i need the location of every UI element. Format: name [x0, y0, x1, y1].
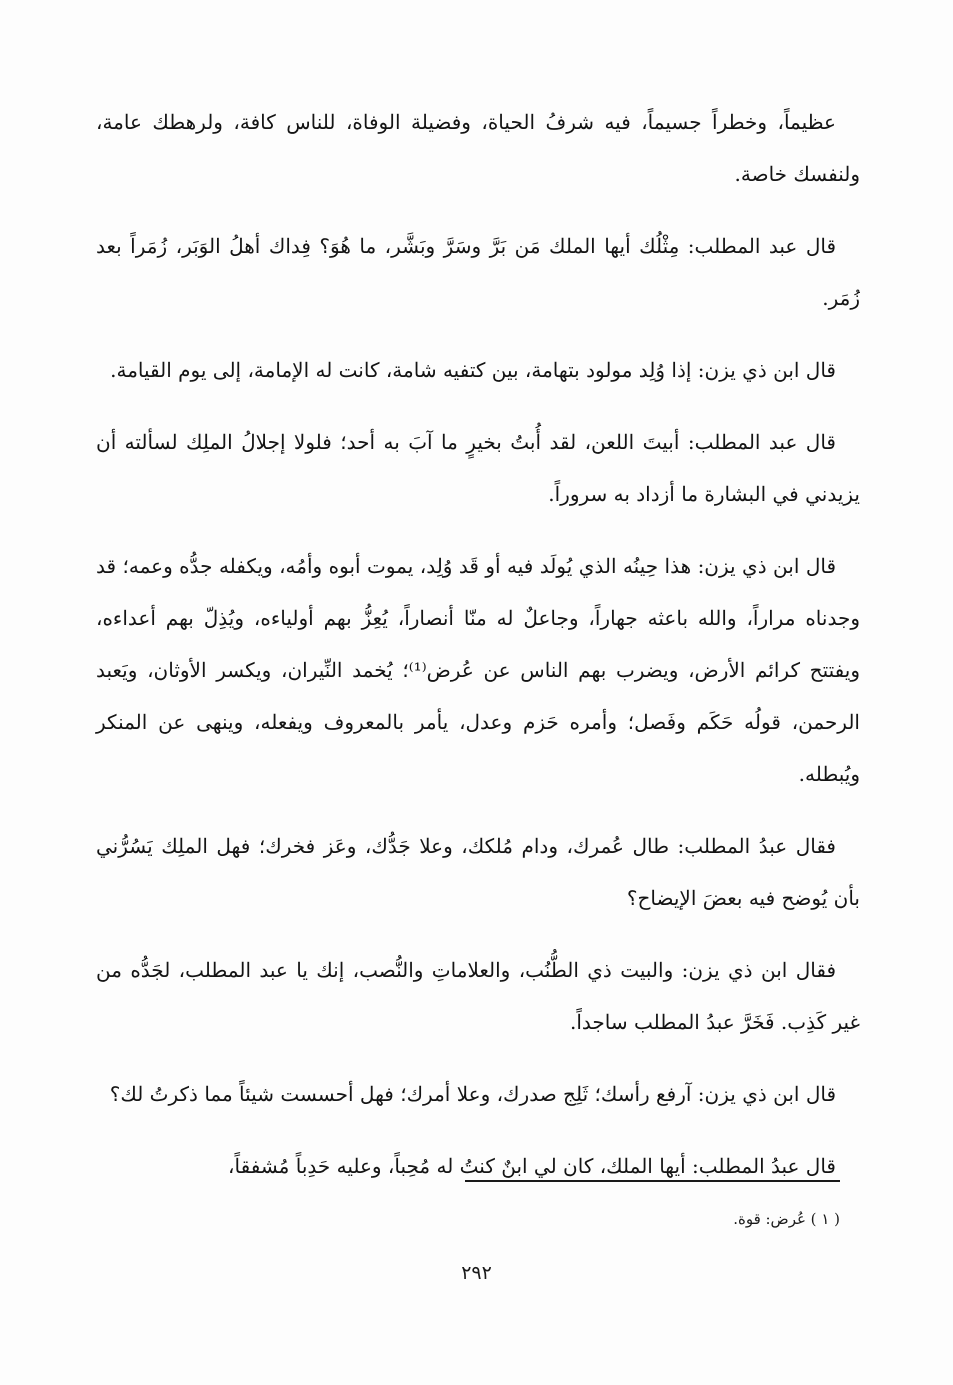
paragraph: عظيماً، وخطراً جسيماً، فيه شرفُ الحياة، وفضيلة الوفاة، للناس كافة، ولرهطك عامة، ولنفسك خاصة. — [96, 110, 860, 186]
paragraph: قال ابن ذي يزن: إذا وُلِد مولود بتهامة، بين كتفيه شامة، كانت له الإمامة، إلى يوم القيامة. — [110, 358, 836, 382]
paragraph: قال عبدُ المطلب: أيها الملك، كان لي ابنٌ كنتُ له مُحِباً، وعليه حَدِباً مُشفقاً، — [228, 1154, 836, 1178]
footnote: ( ١ ) عُرض: قوة. — [733, 1210, 840, 1228]
paragraph: قال ابن ذي يزن: هذا حِينُه الذي يُولَد فيه أو قَد وُلِد، يموت أبوه وأمُه، ويكفله جدُّه وعمه؛ قد وجدناه مراراً، والله باعثه جهاراً، وجاعلٌ له منّا أنصاراً، يُعِزُّ بهم أولياءه، ويُذِلّ بهم أعداءه، ويفتتح كرائم الأرض، ويضرب بهم الناس عن عُرض⁽¹⁾؛ يُخمد النِّيران، ويكسر الأوثان، ويَعبد الرحمن، قولُه حَكَم وفَصل؛ وأمره حَزم وعدل، يأمر بالمعروف ويفعله، وينهى عن المنكر ويُبطله. — [96, 554, 861, 786]
main-text — [96, 96, 860, 1212]
footnote-divider — [465, 1180, 840, 1182]
paragraph: قال عبد المطلب: مِثْلُك أيها الملك مَن بَرَّ وسَرَّ وبَشَّر، ما هُوَ؟ فِداك أهلُ الوَبَر، زُمَراً بعد زُمَر. — [96, 234, 860, 310]
paragraph: قال ابن ذي يزن: آرفع رأسك؛ ثَلِج صدرك، وعلا أمرك؛ فهل أحسست شيئاً مما ذكرتُ لك؟ — [109, 1082, 836, 1106]
paragraph: فقال عبدُ المطلب: طال عُمرك، ودام مُلكك، وعلا جَدُّك، وعَز فخرك؛ فهل الملِك يَسُرُّني بأن يُوضح فيه بعضَ الإيضاح؟ — [96, 834, 860, 910]
paragraph: فقال ابن ذي يزن: والبيت ذي الطُّنُب، والعلاماتِ والنُّصب، إنك يا عبد المطلب، لجَدُّه من غير كَذِب. فَخَرَّ عبدُ المطلب ساجداً. — [96, 958, 860, 1034]
paragraph: قال عبد المطلب: أبيتَ اللعن، لقد أُبتُ بخيرٍ ما آبَ به أحد؛ فلولا إجلالُ الملِك لسألته أن يزيدني في البشارة ما أزداد به سروراً. — [96, 430, 860, 506]
page-number: ٢٩٢ — [461, 1262, 492, 1284]
